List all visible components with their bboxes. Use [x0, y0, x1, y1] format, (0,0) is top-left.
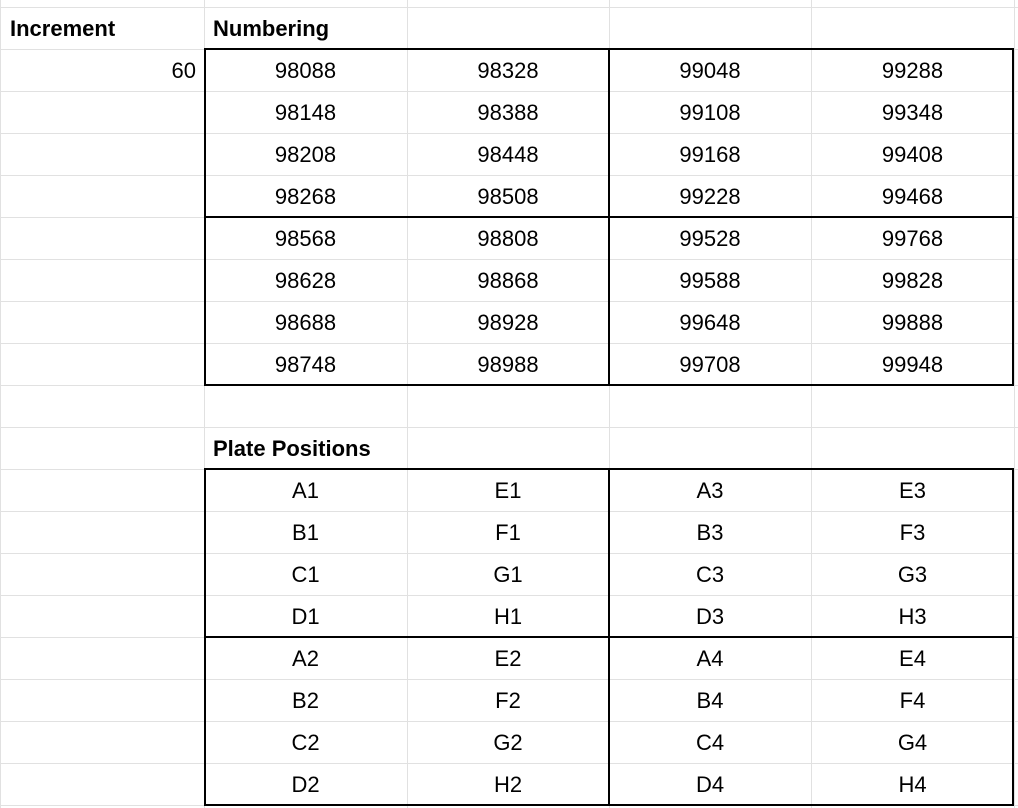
number-cell[interactable]: 98568 — [274, 226, 337, 251]
plate-position-cell[interactable]: F1 — [495, 520, 521, 545]
number-cell[interactable]: 98928 — [477, 310, 539, 335]
number-cell[interactable]: 99408 — [881, 142, 944, 167]
number-cell[interactable]: 99648 — [679, 310, 741, 335]
plate-position-cell[interactable]: A4 — [696, 646, 724, 671]
plate-position-cell[interactable]: C4 — [695, 730, 725, 755]
plate-position-cell[interactable]: F4 — [899, 688, 926, 713]
row-gridline — [0, 427, 1018, 428]
plate-position-cell[interactable]: B2 — [292, 688, 319, 713]
increment-value[interactable]: 60 — [171, 57, 196, 83]
number-cell[interactable]: 99588 — [679, 268, 741, 293]
plate-positions-label[interactable]: Plate Positions — [213, 435, 371, 461]
plate-position-cell[interactable]: C1 — [291, 562, 320, 587]
number-cell[interactable]: 98088 — [274, 58, 337, 83]
number-cell[interactable]: 98508 — [477, 184, 539, 209]
number-cell[interactable]: 99108 — [679, 100, 741, 125]
plate-position-cell[interactable]: G3 — [897, 562, 928, 587]
number-cell[interactable]: 99228 — [679, 184, 741, 209]
number-cell[interactable]: 98748 — [274, 352, 337, 377]
plate-position-cell[interactable]: G4 — [897, 730, 928, 755]
plate-position-cell[interactable]: D4 — [695, 772, 725, 797]
plate-position-cell[interactable]: E3 — [899, 478, 926, 503]
number-cell[interactable]: 98388 — [477, 100, 539, 125]
number-cell[interactable]: 98448 — [477, 142, 539, 167]
number-cell[interactable]: 99948 — [881, 352, 944, 377]
number-cell[interactable]: 98808 — [477, 226, 539, 251]
number-cell[interactable]: 99468 — [881, 184, 944, 209]
number-cell[interactable]: 99528 — [679, 226, 741, 251]
plate-position-cell[interactable]: B4 — [696, 688, 724, 713]
plate-position-cell[interactable]: G2 — [493, 730, 523, 755]
number-cell[interactable]: 99168 — [679, 142, 741, 167]
table-center-border — [608, 468, 610, 806]
plate-position-cell[interactable]: C3 — [695, 562, 725, 587]
number-cell[interactable]: 98988 — [477, 352, 539, 377]
number-cell[interactable]: 99828 — [881, 268, 944, 293]
number-cell[interactable]: 98268 — [274, 184, 337, 209]
plate-position-cell[interactable]: E2 — [494, 646, 522, 671]
increment-label[interactable]: Increment — [10, 15, 116, 41]
number-cell[interactable]: 98328 — [477, 58, 539, 83]
number-cell[interactable]: 99768 — [881, 226, 944, 251]
column-gridline — [1014, 0, 1015, 808]
plate-position-cell[interactable]: H4 — [898, 772, 927, 797]
plate-position-cell[interactable]: E1 — [494, 478, 522, 503]
plate-position-cell[interactable]: H1 — [493, 604, 523, 629]
number-cell[interactable]: 99348 — [881, 100, 944, 125]
plate-position-cell[interactable]: B1 — [292, 520, 319, 545]
plate-position-cell[interactable]: H3 — [898, 604, 927, 629]
plate-position-cell[interactable]: E4 — [899, 646, 926, 671]
number-cell[interactable]: 98148 — [274, 100, 337, 125]
plate-position-cell[interactable]: D1 — [291, 604, 320, 629]
plate-position-cell[interactable]: F3 — [899, 520, 926, 545]
number-cell[interactable]: 99288 — [881, 58, 944, 83]
plate-position-cell[interactable]: A3 — [696, 478, 724, 503]
plate-position-cell[interactable]: C2 — [291, 730, 320, 755]
plate-position-cell[interactable]: B3 — [696, 520, 724, 545]
column-gridline — [0, 0, 1, 808]
plate-position-cell[interactable]: D2 — [291, 772, 320, 797]
number-cell[interactable]: 98208 — [274, 142, 337, 167]
plate-position-cell[interactable]: A1 — [292, 478, 319, 503]
number-cell[interactable]: 99708 — [679, 352, 741, 377]
number-cell[interactable]: 99888 — [881, 310, 944, 335]
plate-position-cell[interactable]: A2 — [292, 646, 319, 671]
numbering-label[interactable]: Numbering — [213, 15, 330, 41]
table-center-border — [608, 48, 610, 386]
number-cell[interactable]: 98628 — [274, 268, 337, 293]
plate-position-cell[interactable]: F2 — [495, 688, 521, 713]
plate-position-cell[interactable]: D3 — [695, 604, 725, 629]
number-cell[interactable]: 99048 — [679, 58, 741, 83]
number-cell[interactable]: 98868 — [477, 268, 539, 293]
plate-position-cell[interactable]: G1 — [493, 562, 523, 587]
plate-position-cell[interactable]: H2 — [493, 772, 523, 797]
number-cell[interactable]: 98688 — [274, 310, 337, 335]
